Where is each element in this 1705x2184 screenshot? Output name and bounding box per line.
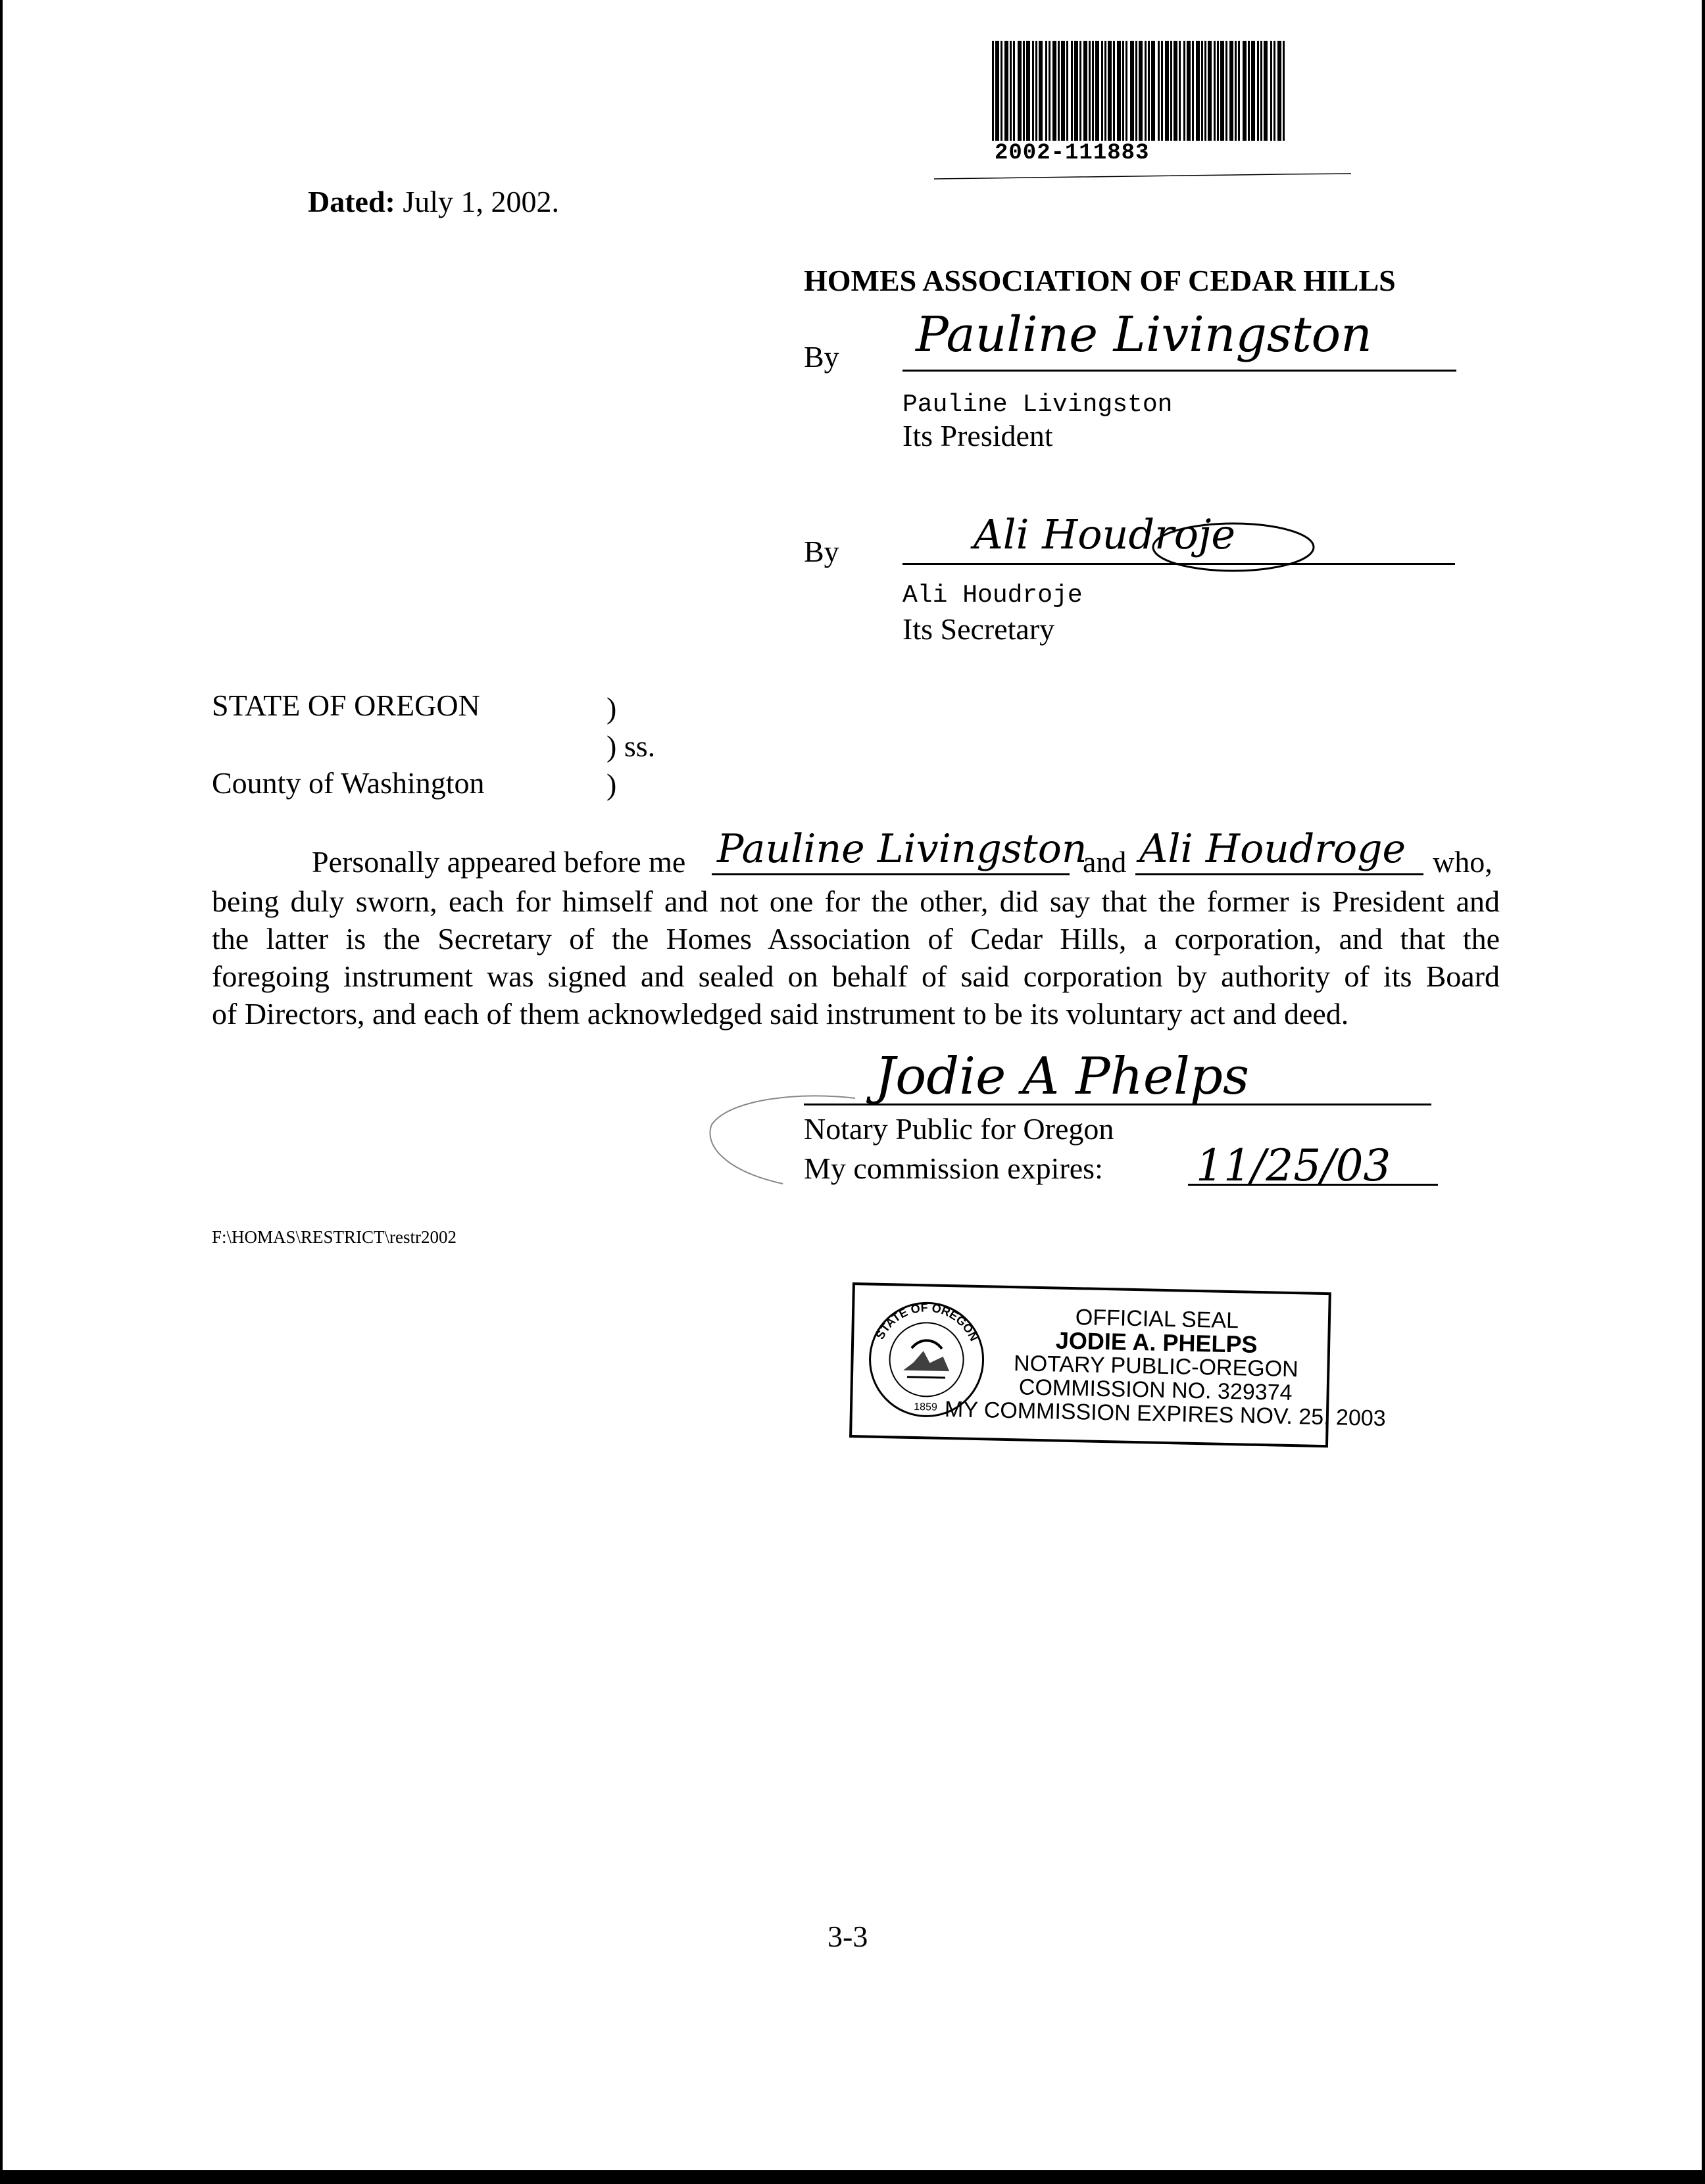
barcode-bar [1039,41,1043,141]
dated-value: July 1, 2002. [403,185,560,218]
signature-secretary-flourish [1145,513,1329,579]
notary-commission-label: My commission expires: [804,1152,1103,1185]
seal-line-notary: NOTARY PUBLIC-OREGON [1013,1351,1299,1382]
barcode-bar [1122,41,1124,141]
seal-emblem-year: 1859 [914,1401,938,1413]
barcode-bar [1270,41,1272,141]
barcode-bar [1196,41,1200,141]
barcode-bar [1257,41,1259,141]
barcode-bar [1010,41,1012,141]
barcode-bar [1083,41,1087,141]
barcode-bar [1214,41,1216,141]
barcode-underline [933,172,1354,185]
venue-paren-top: ) [606,691,617,725]
barcode-bar [1151,41,1155,141]
venue-paren-bottom: ) [606,767,617,801]
signer-name-secretary: Ali Houdroje [902,581,1083,610]
barcode-bar [1283,41,1285,141]
ack-fill-line-1 [712,873,1070,875]
barcode-bar [1001,41,1002,141]
barcode-bar [1026,41,1030,141]
barcode-bar [1032,41,1034,141]
seal-emblem-text: STATE OF OREGON [873,1301,981,1344]
venue-ss: ) ss. [606,729,656,763]
barcode-bar [1161,41,1163,141]
barcode-bar [1071,41,1073,141]
barcode-bar [1179,41,1181,141]
signature-line-president [902,370,1456,372]
barcode-bar [1104,41,1106,141]
ack-line-2: being duly sworn, each for himself and not one for the other, did say that the former is President and [212,885,1500,918]
seal-line-expires: MY COMMISSION EXPIRES NOV. 25, 2003 [944,1396,1387,1432]
barcode-bar [1273,41,1275,141]
barcode-bar [1125,41,1127,141]
organization-name: HOMES ASSOCIATION OF CEDAR HILLS [804,264,1396,297]
barcode-bar [1049,41,1050,141]
barcode-bar [1251,41,1255,141]
barcode-bar [1130,41,1134,141]
notary-commission-date: 11/25/03 [1196,1140,1391,1191]
barcode-bar [1058,41,1060,141]
barcode-bars [992,41,1288,141]
dated-line [308,184,559,220]
barcode-bar [1225,41,1227,141]
signature-secretary: Ali Houdroje [974,510,1236,558]
barcode-bar [1204,41,1206,141]
barcode-bar [1183,41,1185,141]
barcode-bar [1095,41,1099,141]
barcode-bar [1238,41,1240,141]
venue-county: County of Washington [212,766,485,800]
barcode-bar [1229,41,1233,141]
signer-title-secretary: Its Secretary [902,612,1055,646]
barcode-bar [1013,41,1015,141]
barcode-bar [1101,41,1103,141]
barcode-bar [1035,41,1037,141]
by-label-president: By [804,340,839,374]
scan-edge-left [0,0,3,2184]
barcode-bar [1135,41,1137,141]
venue-state: STATE OF OREGON [212,689,480,722]
barcode [992,41,1288,141]
ack-lead: Personally appeared before me [312,845,686,879]
notary-title: Notary Public for Oregon [804,1112,1114,1146]
barcode-bar [1158,41,1160,141]
barcode-bar [1079,41,1081,141]
barcode-bar [1264,41,1268,141]
seal-text-block [944,1303,1387,1432]
barcode-bar [1092,41,1094,141]
barcode-bar [1187,41,1191,141]
barcode-bar [1089,41,1091,141]
svg-text:STATE OF OREGON [873,1300,981,1344]
barcode-bar [1108,41,1112,141]
dated-label: Dated: [308,185,395,218]
barcode-bar [1018,41,1022,141]
barcode-bar [1220,41,1224,141]
scan-edge-bottom [0,2170,1705,2184]
ack-filled-name-1: Pauline Livingston [717,826,1087,872]
barcode-bar [995,41,999,141]
barcode-bar [1145,41,1147,141]
by-label-secretary: By [804,535,839,568]
barcode-bar [1045,41,1047,141]
signer-name-president: Pauline Livingston [902,391,1173,419]
ack-line-5: of Directors, and each of them acknowledged said instrument to be its voluntary act and deed. [212,997,1349,1031]
ack-filled-name-2: Ali Houdroge [1139,826,1406,872]
barcode-bar [1248,41,1250,141]
barcode-bar [1066,41,1068,141]
barcode-bar [1052,41,1056,141]
barcode-bar [1192,41,1194,141]
ack-line-3: the latter is the Secretary of the Homes Association of Cedar Hills, a corporation, and that the [212,922,1500,956]
barcode-bar [1208,41,1212,141]
seal-line-commission-no: COMMISSION NO. 329374 [1018,1374,1293,1406]
notary-signature: Jodie A Phelps [875,1047,1249,1106]
barcode-bar [1170,41,1172,141]
barcode-number: 2002-111883 [995,141,1150,166]
barcode-bar [1074,41,1078,141]
barcode-bar [1217,41,1219,141]
seal-line-official: OFFICIAL SEAL [1075,1305,1239,1334]
barcode-bar [1260,41,1262,141]
barcode-bar [1004,41,1008,141]
barcode-bar [1113,41,1115,141]
signer-title-president: Its President [902,419,1053,452]
seal-line-name: JODIE A. PHELPS [1055,1326,1258,1358]
barcode-bar [992,41,994,141]
barcode-bar [1174,41,1177,141]
page-number: 3-3 [828,1920,868,1953]
signature-president: Pauline Livingston [916,306,1372,363]
barcode-bar [1277,41,1281,141]
barcode-bar [1061,41,1065,141]
scan-edge-right [1702,0,1705,2184]
barcode-bar [1117,41,1121,141]
barcode-bar [1201,41,1203,141]
ack-line-4: foregoing instrument was signed and sealed on behalf of said corporation by authority of its Board [212,959,1500,993]
barcode-bar [1139,41,1143,141]
ack-fill-line-2 [1135,873,1423,875]
barcode-bar [1023,41,1025,141]
ack-who: who, [1433,845,1493,879]
barcode-bar [1165,41,1169,141]
barcode-bar [1235,41,1237,141]
ack-and: and [1083,845,1127,879]
official-seal-stamp [849,1282,1387,1447]
barcode-bar [1148,41,1150,141]
ack-paragraph [212,883,1500,1032]
file-path: F:\HOMAS\RESTRICT\restr2002 [212,1227,457,1247]
barcode-bar [1243,41,1247,141]
